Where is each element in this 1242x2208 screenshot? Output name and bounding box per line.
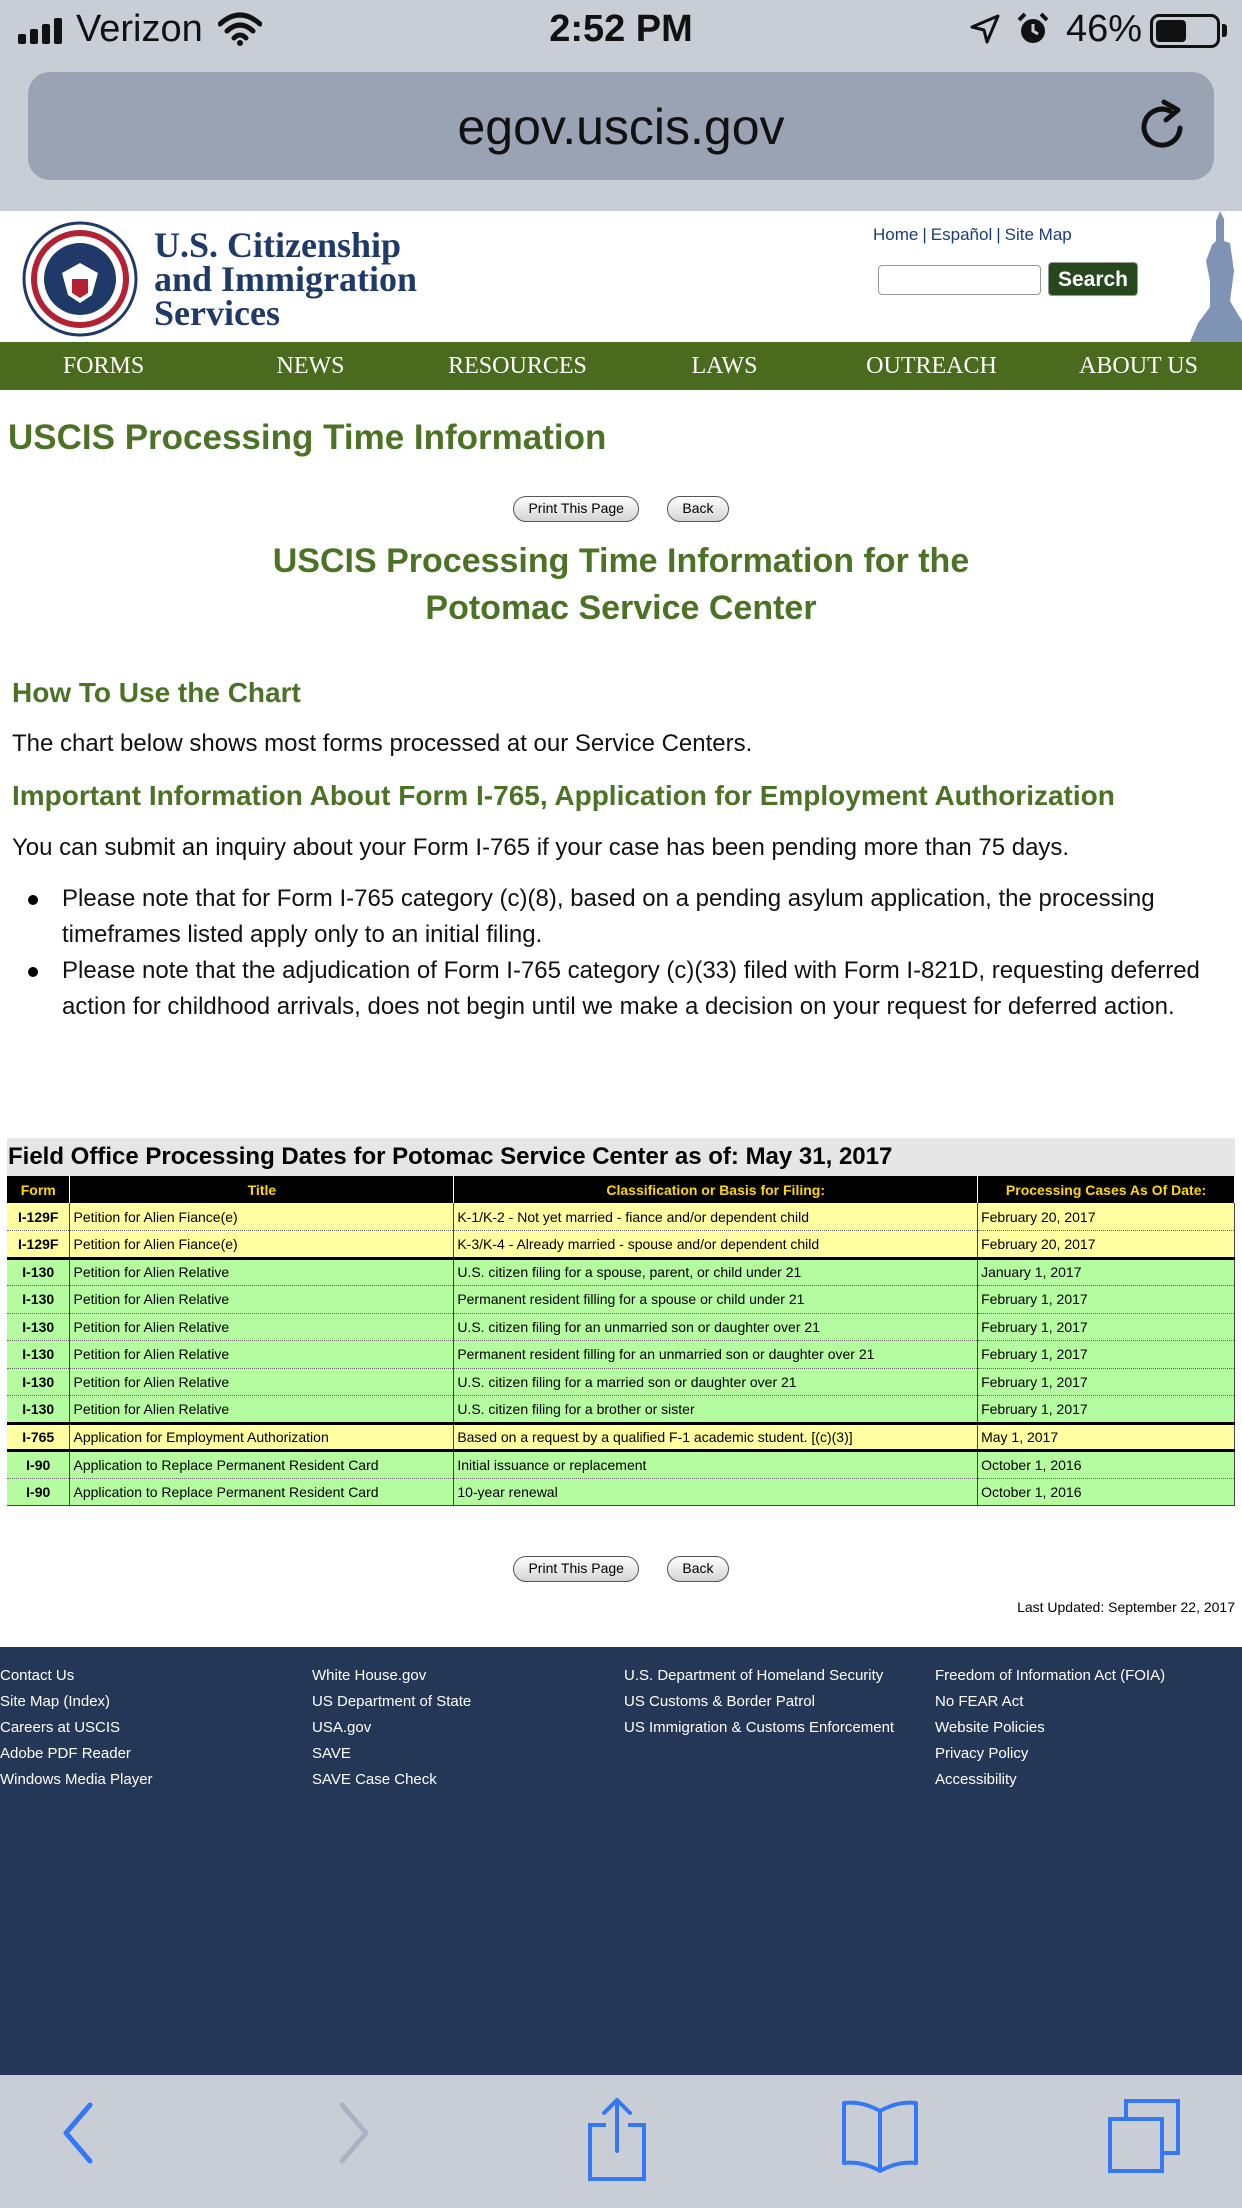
dhs-seal-logo — [22, 221, 138, 337]
nav-resources[interactable]: RESOURCES — [448, 353, 587, 379]
table-row — [7, 1368, 1235, 1396]
table-row — [7, 1341, 1235, 1369]
footer-link-adobe-reader[interactable]: Adobe PDF Reader — [0, 1745, 131, 1762]
footer-column-1 — [0, 1663, 153, 1793]
forward-icon[interactable] — [330, 2097, 376, 2169]
search-button[interactable]: Search — [1048, 262, 1138, 296]
footer-link-site-map[interactable]: Site Map (Index) — [0, 1693, 111, 1710]
footer-column-4 — [935, 1663, 1165, 1793]
table-row — [7, 1203, 1235, 1231]
list-item: Please note that for Form I-765 category (c)(8), based on a pending asylum application, the processing timeframes listed apply only to an initial filing. — [62, 881, 1232, 953]
search-input[interactable] — [878, 265, 1041, 295]
basis-cell: U.S. citizen filing for a married son or daughter over 21 — [454, 1368, 978, 1396]
alarm-icon — [1016, 12, 1050, 46]
basis-cell: Permanent resident filling for a spouse or child under 21 — [454, 1286, 978, 1314]
table-row — [7, 1423, 1235, 1451]
processing-dates-table — [7, 1176, 1235, 1506]
nav-forms[interactable]: FORMS — [62, 353, 145, 379]
title-cell: Petition for Alien Relative — [70, 1341, 454, 1369]
how-to-heading: How To Use the Chart — [12, 677, 301, 708]
browser-chrome — [0, 0, 1242, 211]
service-center-title-line1: USCIS Processing Time Information for the — [272, 542, 970, 580]
table-row — [7, 1286, 1235, 1314]
agency-name[interactable] — [154, 225, 418, 333]
bottom-button-row — [0, 1556, 1242, 1582]
form-cell: I-129F — [7, 1203, 70, 1231]
date-cell: February 20, 2017 — [978, 1231, 1235, 1259]
print-page-button[interactable]: Print This Page — [513, 496, 638, 522]
footer-column-2 — [312, 1663, 471, 1793]
form-cell: I-130 — [7, 1286, 70, 1314]
bookmarks-icon[interactable] — [840, 2097, 920, 2173]
table-caption: Field Office Processing Dates for Potomac Service Center as of: May 31, 2017 — [7, 1138, 1235, 1176]
form-cell: I-90 — [7, 1451, 70, 1479]
title-cell: Petition for Alien Relative — [70, 1368, 454, 1396]
table-row — [7, 1313, 1235, 1341]
footer-link-usa-gov[interactable]: USA.gov — [312, 1719, 372, 1736]
date-cell: February 20, 2017 — [978, 1203, 1235, 1231]
agency-name-line3: Services — [154, 293, 280, 333]
column-header-title: Title — [70, 1176, 454, 1203]
nav-about-us[interactable]: ABOUT US — [1079, 353, 1198, 379]
battery-percentage: 46% — [1066, 8, 1143, 50]
table-row — [7, 1478, 1235, 1506]
browser-toolbar — [0, 2075, 1242, 2208]
date-cell: October 1, 2016 — [978, 1478, 1235, 1506]
form-cell: I-765 — [7, 1423, 70, 1451]
status-bar — [0, 0, 1242, 62]
basis-cell: Permanent resident filling for an unmarried son or daughter over 21 — [454, 1341, 978, 1369]
list-item: Please note that the adjudication of Form I-765 category (c)(33) filed with Form I-821D, requesting deferred action for childhood arrivals, does not begin until we make a decision on your request for deferred action. — [62, 953, 1232, 1025]
main-navigation — [0, 342, 1242, 390]
title-cell: Application for Employment Authorization — [70, 1423, 454, 1451]
date-cell: October 1, 2016 — [978, 1451, 1235, 1479]
form-cell: I-130 — [7, 1313, 70, 1341]
column-header-basis: Classification or Basis for Filing: — [454, 1176, 978, 1203]
date-cell: February 1, 2017 — [978, 1396, 1235, 1424]
title-cell: Petition for Alien Relative — [70, 1313, 454, 1341]
address-bar[interactable] — [28, 72, 1214, 180]
site-footer — [0, 1647, 1242, 2075]
service-center-title — [0, 538, 1242, 632]
date-cell: February 1, 2017 — [978, 1368, 1235, 1396]
footer-link-website-policies[interactable]: Website Policies — [935, 1719, 1045, 1736]
basis-cell: Based on a request by a qualified F-1 academic student. [(c)(3)] — [454, 1423, 978, 1451]
form-cell: I-130 — [7, 1341, 70, 1369]
form-cell: I-130 — [7, 1258, 70, 1286]
title-cell: Petition for Alien Relative — [70, 1396, 454, 1424]
date-cell: January 1, 2017 — [978, 1258, 1235, 1286]
url-text[interactable]: egov.uscis.gov — [457, 99, 785, 155]
statue-of-liberty-graphic — [1190, 211, 1242, 342]
form-cell: I-130 — [7, 1396, 70, 1424]
status-time: 2:52 PM — [549, 8, 693, 50]
nav-laws[interactable]: LAWS — [691, 353, 758, 379]
date-cell: February 1, 2017 — [978, 1341, 1235, 1369]
date-cell: May 1, 2017 — [978, 1423, 1235, 1451]
footer-link-no-fear[interactable]: No FEAR Act — [935, 1693, 1024, 1710]
how-to-text: The chart below shows most forms processed at our Service Centers. — [12, 730, 753, 757]
title-cell: Petition for Alien Relative — [70, 1258, 454, 1286]
basis-cell: Initial issuance or replacement — [454, 1451, 978, 1479]
processing-dates-table-wrap — [7, 1138, 1235, 1506]
basis-cell: K-3/K-4 - Already married - spouse and/or dependent child — [454, 1231, 978, 1259]
service-center-title-line2: Potomac Service Center — [425, 589, 817, 627]
notes-list — [62, 881, 1232, 1025]
footer-link-white-house[interactable]: White House.gov — [312, 1667, 427, 1684]
nav-news[interactable]: NEWS — [276, 353, 345, 379]
title-cell: Petition for Alien Fiance(e) — [70, 1203, 454, 1231]
site-header — [0, 211, 1242, 342]
table-row — [7, 1258, 1235, 1286]
battery-icon — [1150, 14, 1220, 48]
footer-link-save[interactable]: SAVE — [312, 1745, 351, 1762]
column-header-form: Form — [7, 1176, 70, 1203]
table-row — [7, 1451, 1235, 1479]
nav-outreach[interactable]: OUTREACH — [866, 353, 997, 379]
important-info-heading: Important Information About Form I-765, Application for Employment Authorization — [12, 780, 1115, 811]
date-cell: February 1, 2017 — [978, 1286, 1235, 1314]
top-button-row — [0, 496, 1242, 522]
title-cell: Application to Replace Permanent Resident Card — [70, 1478, 454, 1506]
table-header-row — [7, 1176, 1235, 1203]
basis-cell: U.S. citizen filing for a spouse, parent, or child under 21 — [454, 1258, 978, 1286]
column-header-date: Processing Cases As Of Date: — [978, 1176, 1235, 1203]
footer-link-save-case-check[interactable]: SAVE Case Check — [312, 1771, 437, 1788]
title-cell: Petition for Alien Fiance(e) — [70, 1231, 454, 1259]
location-arrow-icon — [970, 14, 1000, 44]
footer-link-cbp[interactable]: US Customs & Border Patrol — [624, 1693, 815, 1710]
tabs-icon[interactable] — [1106, 2097, 1182, 2175]
reload-icon[interactable] — [1136, 98, 1190, 154]
important-info-text: You can submit an inquiry about your Form I-765 if your case has been pending more than 75 days. — [12, 834, 1070, 861]
last-updated: Last Updated: September 22, 2017 — [1017, 1599, 1235, 1615]
back-icon[interactable] — [56, 2097, 102, 2169]
espanol-link[interactable]: Español — [930, 225, 993, 244]
footer-link-media-player[interactable]: Windows Media Player — [0, 1771, 153, 1788]
basis-cell: 10-year renewal — [454, 1478, 978, 1506]
form-cell: I-90 — [7, 1478, 70, 1506]
carrier-name: Verizon — [76, 8, 203, 50]
back-button[interactable]: Back — [667, 496, 728, 522]
basis-cell: K-1/K-2 - Not yet married - fiance and/or dependent child — [454, 1203, 978, 1231]
page-title: USCIS Processing Time Information — [8, 418, 607, 457]
footer-link-careers[interactable]: Careers at USCIS — [0, 1719, 121, 1736]
footer-link-contact-us[interactable]: Contact Us — [0, 1667, 75, 1684]
share-icon[interactable] — [586, 2097, 648, 2183]
basis-cell: U.S. citizen filing for an unmarried son or daughter over 21 — [454, 1313, 978, 1341]
footer-link-privacy[interactable]: Privacy Policy — [935, 1745, 1029, 1762]
footer-link-foia[interactable]: Freedom of Information Act (FOIA) — [935, 1667, 1166, 1684]
table-row — [7, 1231, 1235, 1259]
agency-name-line1: U.S. Citizenship — [154, 225, 402, 265]
footer-link-ice[interactable]: US Immigration & Customs Enforcement — [624, 1719, 895, 1736]
agency-name-line2: and Immigration — [154, 259, 418, 299]
print-page-button-bottom[interactable]: Print This Page — [513, 1556, 638, 1582]
form-cell: I-130 — [7, 1368, 70, 1396]
back-button-bottom[interactable]: Back — [667, 1556, 728, 1582]
home-link[interactable]: Home — [873, 225, 919, 244]
date-cell: February 1, 2017 — [978, 1313, 1235, 1341]
footer-link-dhs[interactable]: U.S. Department of Homeland Security — [624, 1667, 884, 1684]
table-row — [7, 1396, 1235, 1424]
footer-link-accessibility[interactable]: Accessibility — [935, 1771, 1017, 1788]
form-cell: I-129F — [7, 1231, 70, 1259]
footer-link-state-dept[interactable]: US Department of State — [312, 1693, 472, 1710]
title-cell: Application to Replace Permanent Resident Card — [70, 1451, 454, 1479]
basis-cell: U.S. citizen filing for a brother or sister — [454, 1396, 978, 1424]
footer-column-3 — [624, 1663, 894, 1741]
title-cell: Petition for Alien Relative — [70, 1286, 454, 1314]
utility-links: Home | Español | Site Map — [873, 225, 1072, 244]
site-map-link[interactable]: Site Map — [1004, 225, 1072, 244]
